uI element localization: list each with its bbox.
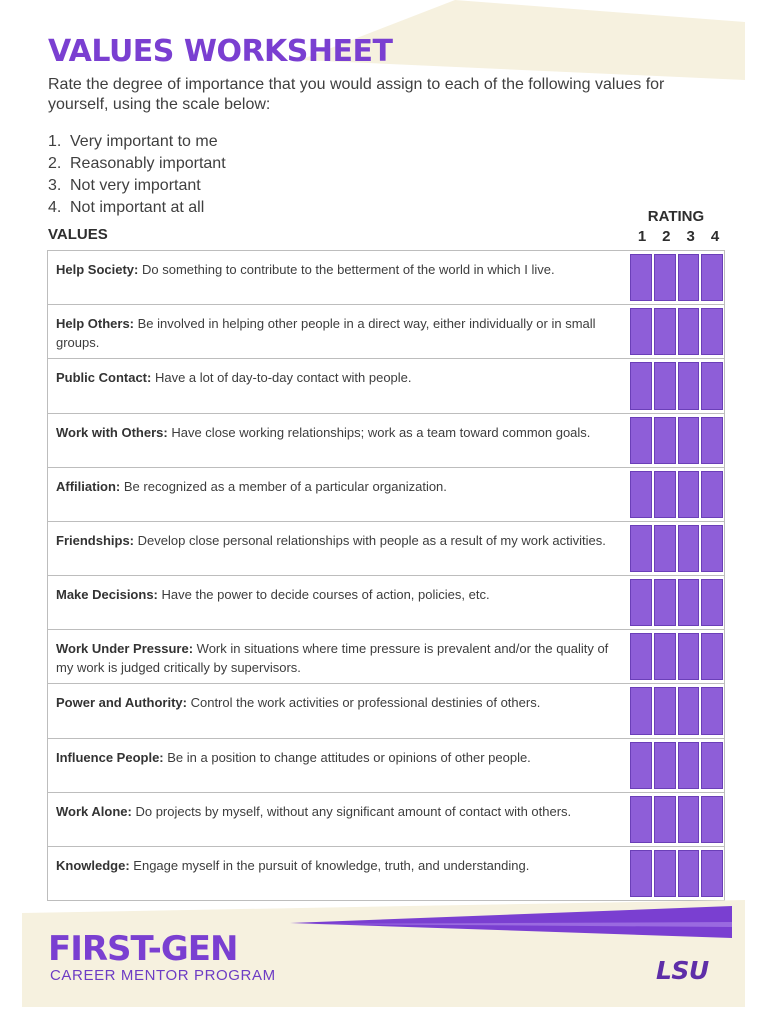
- rating-cells: [628, 793, 724, 846]
- rating-cells: [628, 739, 724, 792]
- value-description: [48, 576, 628, 629]
- rating-cell-4[interactable]: [701, 308, 723, 355]
- rating-cell-2[interactable]: [654, 471, 676, 518]
- rating-column-heading: RATING: [647, 208, 705, 225]
- first-gen-logo: FIRST-GEN: [48, 929, 238, 969]
- value-description: [48, 359, 628, 412]
- rating-cell-1[interactable]: [630, 417, 652, 464]
- rating-cell-3[interactable]: [678, 525, 700, 572]
- value-description: [48, 739, 628, 792]
- value-label: Influence People:: [56, 749, 164, 765]
- value-label: Work Alone:: [56, 803, 132, 819]
- rating-cell-4[interactable]: [701, 850, 723, 897]
- rating-cell-2[interactable]: [654, 254, 676, 301]
- value-description: [48, 251, 628, 304]
- rating-numbers: [630, 227, 727, 247]
- value-row: [48, 468, 724, 522]
- value-text: Develop close personal relationships with people as a result of my work activities.: [137, 532, 606, 548]
- rating-cell-3[interactable]: [678, 633, 700, 680]
- rating-scale-list: [48, 131, 226, 219]
- values-table: [47, 250, 725, 901]
- rating-cell-1[interactable]: [630, 308, 652, 355]
- rating-cell-2[interactable]: [654, 362, 676, 409]
- value-label: Affiliation:: [56, 478, 121, 494]
- rating-cell-4[interactable]: [701, 471, 723, 518]
- value-row: [48, 305, 724, 359]
- rating-cell-3[interactable]: [678, 687, 700, 734]
- rating-cell-3[interactable]: [678, 308, 700, 355]
- value-label: Knowledge:: [56, 857, 130, 873]
- value-description: [48, 522, 628, 575]
- rating-cell-1[interactable]: [630, 362, 652, 409]
- value-row: [48, 739, 724, 793]
- value-text: Be in a position to change attitudes or opinions of other people.: [167, 749, 531, 765]
- rating-cell-3[interactable]: [678, 362, 700, 409]
- rating-cell-4[interactable]: [701, 417, 723, 464]
- value-row: [48, 793, 724, 847]
- rating-cell-1[interactable]: [630, 254, 652, 301]
- value-text: Be involved in helping other people in a direct way, either individually or in small groups.: [56, 316, 596, 351]
- rating-cell-4[interactable]: [701, 742, 723, 789]
- rating-cell-3[interactable]: [678, 796, 700, 843]
- rating-cell-2[interactable]: [654, 579, 676, 626]
- scale-text: Not important at all: [70, 199, 205, 216]
- value-label: Work with Others:: [56, 424, 168, 440]
- rating-cell-3[interactable]: [678, 471, 700, 518]
- value-description: [48, 630, 628, 683]
- value-description: [48, 414, 628, 467]
- value-text: Be recognized as a member of a particular organization.: [123, 478, 447, 494]
- rating-cells: [628, 359, 724, 412]
- value-description: [48, 305, 628, 358]
- value-row: [48, 576, 724, 630]
- rating-cell-1[interactable]: [630, 525, 652, 572]
- rating-cell-2[interactable]: [654, 308, 676, 355]
- rating-cell-2[interactable]: [654, 850, 676, 897]
- value-text: Engage myself in the pursuit of knowledge, truth, and understanding.: [133, 857, 530, 873]
- rating-cell-4[interactable]: [701, 254, 723, 301]
- scale-item: [48, 131, 226, 153]
- value-row: [48, 359, 724, 413]
- value-label: Friendships:: [56, 532, 135, 548]
- value-description: [48, 847, 628, 900]
- rating-cell-4[interactable]: [701, 525, 723, 572]
- value-description: [48, 468, 628, 521]
- value-label: Public Contact:: [56, 370, 152, 386]
- value-text: Do something to contribute to the betterment of the world in which I live.: [141, 262, 555, 277]
- lsu-logo: LSU: [656, 956, 709, 985]
- rating-cell-2[interactable]: [654, 742, 676, 789]
- value-label: Help Society:: [56, 262, 139, 277]
- scale-text: Very important to me: [70, 133, 218, 150]
- rating-cell-2[interactable]: [654, 687, 676, 734]
- rating-cells: [628, 305, 724, 358]
- rating-cells: [628, 522, 724, 575]
- value-label: Make Decisions:: [56, 587, 158, 603]
- scale-number: 4.: [48, 199, 62, 216]
- scale-number: 2.: [48, 155, 62, 172]
- scale-item: [48, 197, 226, 219]
- rating-cell-1[interactable]: [630, 633, 652, 680]
- value-row: [48, 847, 724, 900]
- rating-cells: [628, 468, 724, 521]
- value-text: Have the power to decide courses of action, policies, etc.: [161, 587, 490, 603]
- rating-cell-4[interactable]: [701, 362, 723, 409]
- value-text: Control the work activities or professional destinies of others.: [190, 695, 541, 711]
- rating-number-1: 1: [637, 228, 647, 245]
- rating-cells: [628, 414, 724, 467]
- rating-cell-1[interactable]: [630, 850, 652, 897]
- scale-text: Reasonably important: [70, 155, 226, 172]
- value-text: Do projects by myself, without any significant amount of contact with others.: [135, 803, 572, 819]
- value-description: [48, 793, 628, 846]
- rating-cell-4[interactable]: [701, 687, 723, 734]
- rating-cell-1[interactable]: [630, 471, 652, 518]
- rating-cell-3[interactable]: [678, 254, 700, 301]
- value-row: [48, 414, 724, 468]
- rating-number-4: 4: [710, 228, 720, 245]
- rating-cell-3[interactable]: [678, 850, 700, 897]
- rating-cells: [628, 630, 724, 683]
- rating-cells: [628, 576, 724, 629]
- rating-cell-2[interactable]: [654, 417, 676, 464]
- scale-text: Not very important: [70, 177, 201, 194]
- rating-cells: [628, 847, 724, 900]
- rating-cell-1[interactable]: [630, 687, 652, 734]
- rating-cell-4[interactable]: [701, 579, 723, 626]
- scale-item: [48, 153, 226, 175]
- value-label: Help Others:: [56, 316, 135, 332]
- intro-text: Rate the degree of importance that you would assign to each of the following values for yourself, using the scale below:: [48, 76, 665, 113]
- values-column-heading: VALUES: [48, 226, 108, 243]
- rating-number-3: 3: [686, 228, 695, 245]
- value-row: [48, 522, 724, 576]
- page-title: VALUES WORKSHEET: [48, 34, 393, 69]
- program-subtitle: CAREER MENTOR PROGRAM: [50, 967, 276, 984]
- rating-number-2: 2: [662, 228, 671, 245]
- rating-cell-1[interactable]: [630, 742, 652, 789]
- value-text: Have a lot of day-to-day contact with people.: [154, 370, 412, 386]
- scale-item: [48, 175, 226, 197]
- value-row: [48, 251, 724, 305]
- rating-cell-1[interactable]: [630, 796, 652, 843]
- value-label: Work Under Pressure:: [56, 641, 194, 657]
- rating-cell-3[interactable]: [678, 417, 700, 464]
- value-text: Work in situations where time pressure is prevalent and/or the quality of my work is judged critically by supervisors.: [56, 641, 609, 676]
- rating-cell-4[interactable]: [701, 633, 723, 680]
- rating-cells: [628, 251, 724, 304]
- value-row: [48, 684, 724, 738]
- value-text: Have close working relationships; work as a team toward common goals.: [171, 424, 591, 440]
- scale-number: 3.: [48, 177, 62, 194]
- value-label: Power and Authority:: [56, 695, 187, 711]
- scale-number: 1.: [48, 133, 62, 150]
- rating-cells: [628, 684, 724, 737]
- rating-cell-2[interactable]: [654, 525, 676, 572]
- rating-cell-2[interactable]: [654, 796, 676, 843]
- rating-cell-2[interactable]: [654, 633, 676, 680]
- rating-cell-3[interactable]: [678, 579, 700, 626]
- value-description: [48, 684, 628, 737]
- rating-cell-3[interactable]: [678, 742, 700, 789]
- rating-cell-4[interactable]: [701, 796, 723, 843]
- value-row: [48, 630, 724, 684]
- rating-cell-1[interactable]: [630, 579, 652, 626]
